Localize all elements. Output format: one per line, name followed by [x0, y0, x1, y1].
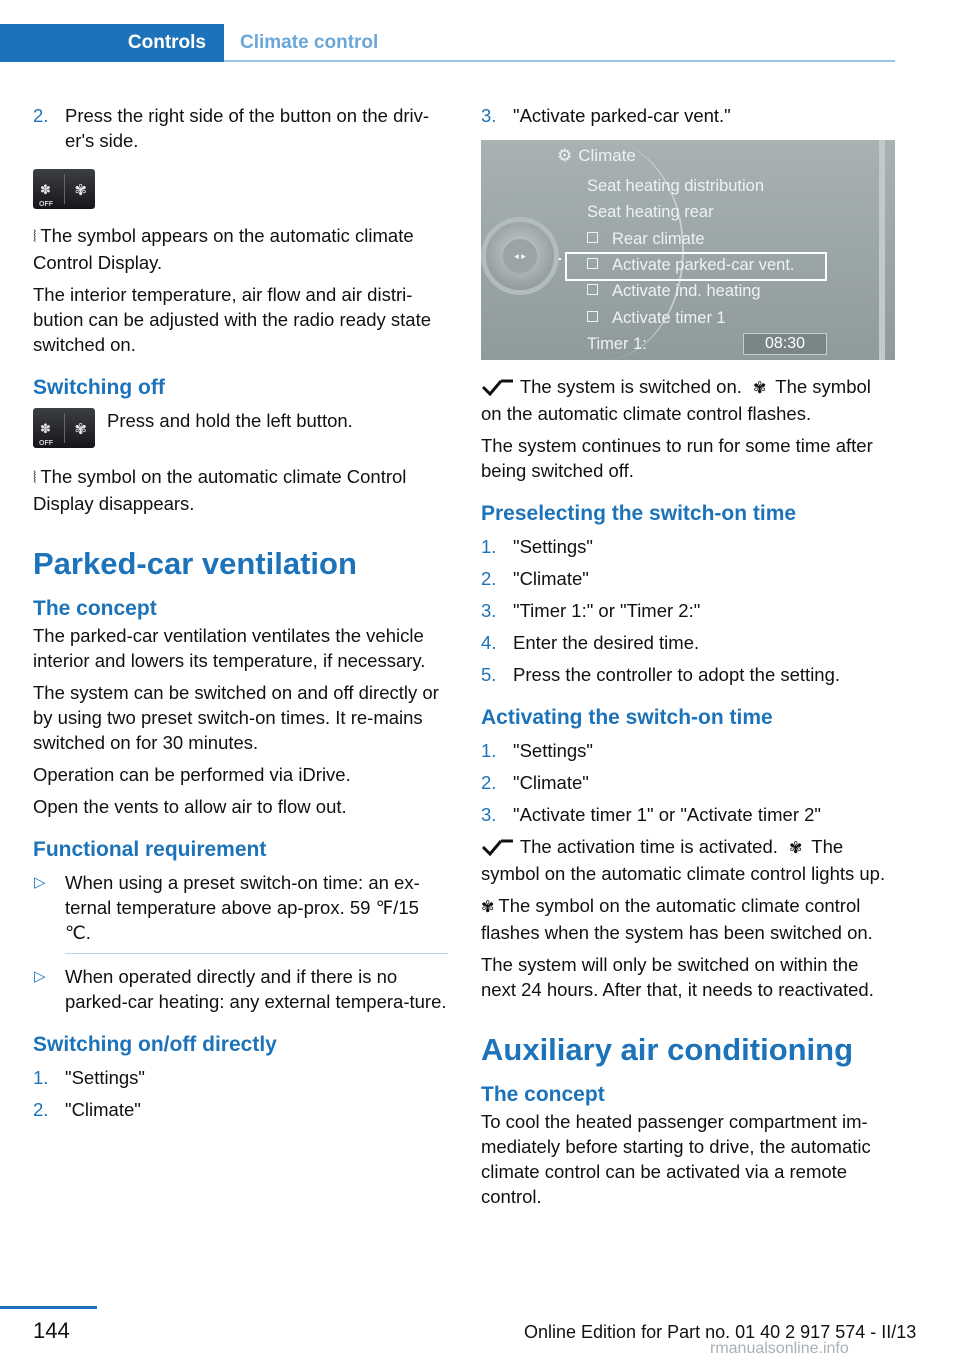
screen-item: Activate timer 1: [587, 306, 726, 331]
screen-item: Timer 1:: [587, 335, 647, 353]
fan-icon: ✾: [753, 380, 767, 397]
fan-icon: ✾: [481, 899, 495, 916]
heading-preselecting: Preselecting the switch-on time: [481, 502, 797, 525]
step-item: 4. Enter the desired time.: [481, 632, 700, 653]
heading-switching-off: Switching off: [33, 376, 165, 399]
right-column: [481, 103, 896, 1216]
triangle-bullet-icon: ▷: [34, 968, 46, 985]
triangle-bullet-icon: ▷: [34, 874, 46, 891]
section-tab: Controls: [0, 24, 224, 62]
left-column: [33, 103, 448, 1129]
paragraph: The interior temperature, air flow and air distri‐bution can be adjusted with the radio ready state switched on.: [33, 284, 432, 355]
step-item: 1. "Settings": [481, 740, 593, 761]
step-item: 2. "Climate": [33, 1099, 141, 1120]
climate-button-image: [33, 169, 95, 209]
step-item: 5. Press the controller to adopt the setting.: [481, 664, 841, 685]
step-item: 1. "Settings": [33, 1067, 145, 1088]
heading-activating: Activating the switch-on time: [481, 706, 773, 729]
divider: [65, 953, 448, 954]
fan-icon: ✾: [789, 840, 803, 857]
idrive-screen-image: [481, 140, 895, 360]
chapter-tab: Climate control: [240, 32, 379, 53]
switch-off-text: Press and hold the left button.: [107, 410, 353, 431]
timer-value: 08:30: [743, 333, 827, 355]
heading-parked-car-ventilation: Parked-car ventilation: [33, 546, 357, 581]
step-number: 2.: [33, 105, 49, 126]
gear-icon: ⚙: [557, 146, 573, 165]
paragraph: Operation can be performed via iDrive.: [33, 764, 351, 785]
paragraph: Open the vents to allow air to flow out.: [33, 796, 347, 817]
list-item: ▷ When operated directly and if there is no parked-car heating: any external tempera‐ture.: [34, 966, 447, 1012]
edition-text: Online Edition for Part no. 01 40 2 917 574 - II/13: [524, 1322, 917, 1342]
heading-concept: The concept: [33, 597, 157, 620]
screen-item: Activate ind. heating: [587, 279, 761, 304]
screen-item-selected: Activate parked-car vent.: [587, 253, 795, 278]
climate-button-image: [33, 408, 95, 448]
off-label: OFF: [39, 201, 53, 208]
step-item: 1. "Settings": [481, 536, 593, 557]
fan-icon: ✽: [40, 421, 51, 436]
paragraph: The activation time is activated. ✾ The symbol on the automatic climate control lights up.: [481, 836, 886, 884]
page-header: [0, 24, 895, 62]
paragraph: ⦚ The symbol appears on the automatic climate Control Display.: [33, 225, 414, 273]
heading-switching-on-off: Switching on/off directly: [33, 1033, 277, 1056]
page-number: 144: [33, 1318, 70, 1343]
step-item: 2. "Climate": [481, 772, 589, 793]
step-item: 2. "Climate": [481, 568, 589, 589]
screen-item: Rear climate: [587, 227, 705, 252]
button-figure: [33, 169, 448, 209]
paragraph: The system is switched on. ✾ The symbol on the automatic climate control flashes.: [481, 376, 871, 424]
paragraph: The system can be switched on and off directly or by using two preset switch-on times. It re‐mains switched on for 30 minutes.: [33, 682, 439, 753]
paragraph: To cool the heated passenger compartment im‐mediately before starting to drive, the automatic climate control can be activated via a remote control.: [481, 1111, 871, 1207]
switch-off-row: [33, 408, 448, 452]
check-icon: [481, 838, 515, 856]
heading-functional-requirement: Functional requirement: [33, 838, 267, 861]
list-item: ▷ When using a preset switch-on time: an ex‐ternal temperature above ap‐prox. 59 ℉/15 ℃.: [34, 872, 420, 943]
step-item: [33, 103, 448, 153]
heading-concept: The concept: [481, 1083, 605, 1106]
footer-rule: [0, 1306, 97, 1309]
header-rule: [224, 60, 895, 62]
paragraph: The system continues to run for some time after being switched off.: [481, 435, 873, 481]
paragraph: ✾ The symbol on the automatic climate control flashes when the system has been switched on.: [481, 895, 873, 943]
paragraph: The parked-car ventilation ventilates the vehicle interior and lowers its temperature, if necessary.: [33, 625, 426, 671]
paragraph: ⦚ The symbol on the automatic climate Control Display disappears.: [33, 466, 407, 514]
fan-icon: ✽: [40, 182, 51, 197]
step-text: Press the right side of the button on the driv‐er's side.: [65, 105, 430, 151]
watermark: rmanualsonline.info: [710, 1340, 849, 1357]
screen-item: Seat heating rear: [587, 203, 714, 221]
check-icon: [481, 378, 515, 396]
step-item: 3. "Activate parked-car vent.": [481, 105, 731, 126]
controller-dial: ◂ ▸: [486, 222, 554, 290]
step-item: 3. "Timer 1:" or "Timer 2:": [481, 600, 701, 621]
heading-auxiliary-ac: Auxiliary air conditioning: [481, 1032, 854, 1067]
heat-waves-icon: ⦚: [33, 470, 37, 487]
screen-item: Seat heating distribution: [587, 177, 765, 195]
fan-icon: ✾: [74, 182, 87, 199]
screen-title: ⚙ Climate: [557, 146, 636, 165]
off-label: OFF: [39, 440, 53, 447]
heat-waves-icon: ⦚: [33, 229, 37, 246]
fan-icon: ✾: [74, 421, 87, 438]
paragraph: The system will only be switched on within the next 24 hours. After that, it needs to reactivated.: [481, 954, 874, 1000]
step-item: 3. "Activate timer 1" or "Activate timer 2": [481, 804, 821, 825]
